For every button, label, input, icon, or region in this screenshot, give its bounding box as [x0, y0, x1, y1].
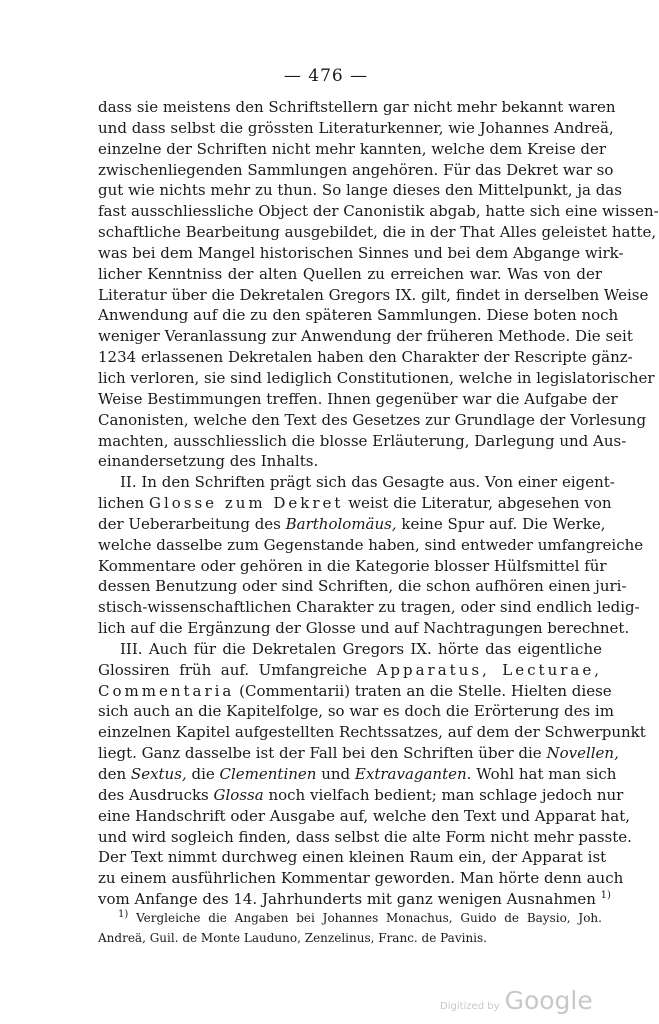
text-line: Weise Bestimmungen treffen. Ihnen gegenüber war die Aufgabe der	[98, 389, 618, 408]
footnote-line: Andreä, Guil. de Monte Lauduno, Zenzelinus, Franc. de Pavinis.	[98, 931, 487, 945]
text-line: sich auch an die Kapitelfolge, so war es doch die Erörterung des im	[98, 702, 614, 721]
text-line: lich verloren, sie sind lediglich Constitutionen, welche in legislatorischer	[98, 368, 655, 387]
text-line: eine Handschrift oder Ausgabe auf, welche den Text und Apparat hat,	[98, 806, 631, 825]
text-line: liegt. Ganz dasselbe ist der Fall bei den Schriften über die Novellen,	[98, 744, 619, 763]
footnote-marker: 1)	[118, 909, 129, 920]
italic-term: Novellen,	[546, 744, 619, 763]
page-number: — 476 —	[283, 66, 369, 86]
italic-term: Clementinen	[219, 765, 317, 783]
text-line: dessen Benutzung oder sind Schriften, die schon aufhören einen juri-	[98, 577, 627, 596]
text-line: stisch-wissenschaftlichen Charakter zu tragen, oder sind endlich ledig-	[98, 598, 640, 617]
text-line: machten, ausschliesslich die blosse Erläuterung, Darlegung und Aus-	[98, 431, 627, 450]
text-line: gut wie nichts mehr zu thun. So lange dieses den Mittelpunkt, ja das	[98, 181, 622, 200]
text-line: und wird sogleich finden, dass selbst die alte Form nicht mehr passte.	[98, 827, 632, 846]
text-line: der Ueberarbeitung des Bartholomäus, keine Spur auf. Die Werke,	[98, 514, 606, 533]
italic-term: Bartholomäus,	[285, 514, 397, 533]
text-line: einzelne der Schriften nicht mehr kannten, welche dem Kreise der	[98, 139, 607, 158]
text-line: zu einem ausführlichen Kommentar geworden. Man hörte denn auch	[98, 869, 624, 888]
text-line: zwischenliegenden Sammlungen angehören. Für das Dekret war so	[98, 160, 614, 179]
text-line: des Ausdrucks Glossa noch vielfach bedient; man schlage jedoch nur	[98, 785, 624, 804]
text-line: einandersetzung des Inhalts.	[98, 452, 319, 471]
spaced-term: Apparatus, Lecturae,	[376, 660, 602, 679]
text-line: Der Text nimmt durchweg einen kleinen Raum ein, der Apparat ist	[98, 848, 607, 867]
text-line: Glossiren früh auf. Umfangreiche Apparatus, Lecturae,	[98, 660, 602, 679]
italic-term: Sextus,	[130, 765, 187, 783]
spaced-term: Glosse zum Dekret	[148, 494, 344, 513]
spaced-term: Commentaria	[98, 681, 235, 700]
footnote-line: $^{1)}$ Vergleiche die Angaben bei Johannes Monachus, Guido de Baysio, Joh.	[118, 909, 602, 925]
footnote-reference[interactable]: 1)	[600, 890, 611, 902]
text-line: 1234 erlassenen Dekretalen haben den Charakter der Rescripte gänz-	[98, 348, 633, 367]
google-logo: Google	[504, 986, 593, 1015]
watermark-prefix: Digitized by	[440, 1001, 500, 1012]
italic-term: Glossa	[213, 785, 264, 804]
text-line: lichen Glosse zum Dekret weist die Literatur, abgesehen von	[98, 494, 612, 513]
text-line: dass sie meistens den Schriftstellern gar nicht mehr bekannt waren	[98, 98, 616, 116]
text-line: Kommentare oder gehören in die Kategorie blosser Hülfsmittel für	[98, 556, 607, 575]
text-line: Canonisten, welche den Text des Gesetzes zur Grundlage der Vorlesung	[98, 410, 647, 429]
text-line: III. Auch für die Dekretalen Gregors IX. hörte das eigentliche	[120, 639, 602, 658]
text-line: einzelnen Kapitel aufgestellten Rechtssatzes, auf dem der Schwerpunkt	[98, 723, 646, 742]
text-line: II. In den Schriften prägt sich das Gesagte aus. Von einer eigent-	[120, 473, 615, 492]
google-watermark	[440, 986, 593, 1015]
body-text	[98, 97, 659, 910]
text-line: was bei dem Mangel historischen Sinnes und bei dem Abgange wirk-	[98, 243, 624, 262]
text-line: Commentaria (Commentarii) traten an die Stelle. Hielten diese	[98, 681, 612, 700]
text-line: weniger Veranlassung zur Anwendung der früheren Methode. Die seit	[98, 327, 633, 346]
text-line: Literatur über die Dekretalen Gregors IX. gilt, findet in derselben Weise	[98, 285, 649, 304]
text-line: fast ausschliessliche Object der Canonistik abgab, hatte sich eine wissen-	[98, 202, 659, 221]
text-line: lich auf die Ergänzung der Glosse und auf Nachtragungen berechnet.	[98, 619, 630, 638]
text-line: schaftliche Bearbeitung ausgebildet, die in der That Alles geleistet hatte,	[98, 223, 657, 242]
text-line: vom Anfange des 14. Jahrhunderts mit ganz wenigen Ausnahmen $^{1)}$	[98, 890, 611, 909]
text-line: licher Kenntniss der alten Quellen zu erreichen war. Was von der	[98, 264, 602, 283]
text-line: und dass selbst die grössten Literaturkenner, wie Johannes Andreä,	[98, 118, 614, 137]
text-line: den Sextus, die Clementinen und Extravaganten. Wohl hat man sich	[98, 765, 617, 783]
text-line: welche dasselbe zum Gegenstande haben, sind entweder umfangreiche	[98, 535, 644, 554]
italic-term: Extravaganten.	[354, 765, 472, 783]
footnote	[98, 908, 602, 948]
text-line: Anwendung auf die zu den späteren Sammlungen. Diese boten noch	[98, 306, 619, 325]
